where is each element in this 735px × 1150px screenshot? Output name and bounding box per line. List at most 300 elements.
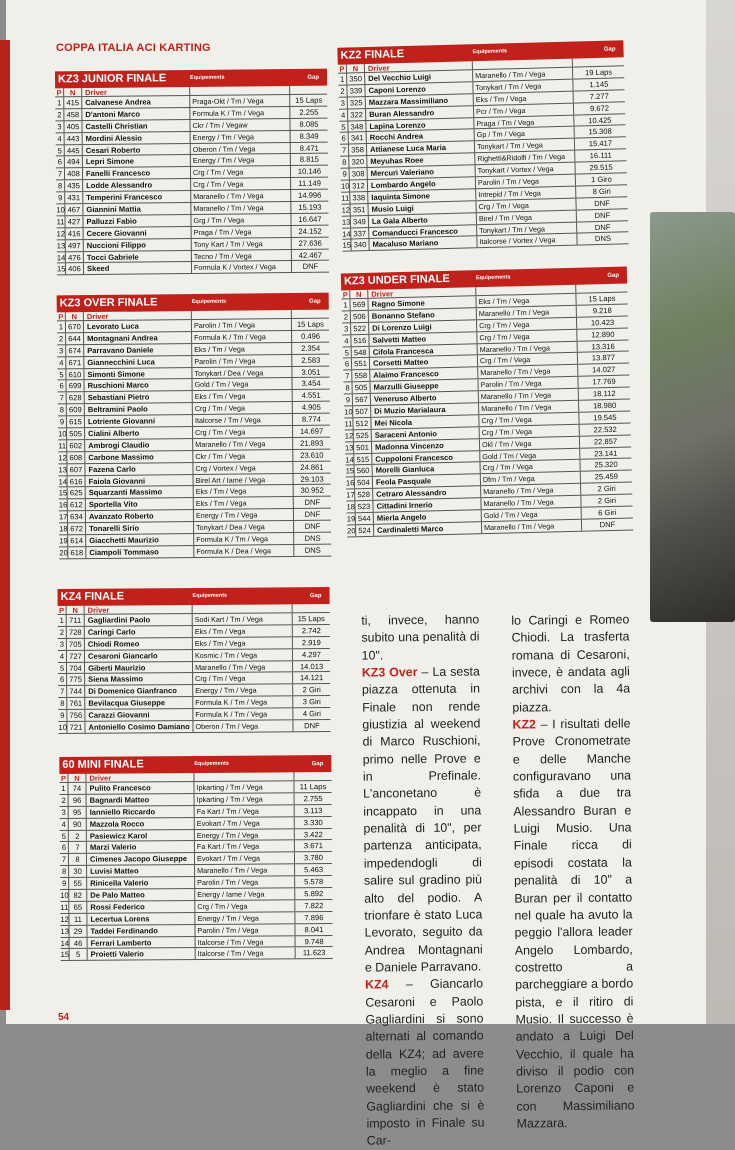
cell-gap: 5.463 [304, 865, 324, 875]
cell-gap: 17.769 [592, 377, 616, 387]
cell-number: 505 [67, 428, 85, 439]
cell-equipment: Maranello / Tm / Vega [191, 202, 291, 214]
cell-driver: Sebastiani Pietro [85, 391, 193, 403]
cell-number: 612 [68, 499, 86, 510]
cell-gap: 14.027 [592, 365, 616, 375]
cell-gap: 27.636 [298, 238, 322, 248]
cell-gap: 24.152 [298, 226, 322, 236]
cell-number: 625 [68, 488, 86, 499]
cell-number: 339 [347, 85, 365, 96]
table-row [61, 948, 333, 962]
cell-equipment: Maranello / Tm / Vega [478, 365, 578, 378]
cell-gap: 8 Giri [592, 186, 611, 197]
cell-number: 46 [70, 937, 88, 948]
cell-number: 671 [66, 357, 84, 368]
cell-position: 11 [58, 441, 67, 451]
cell-equipment: Formula K / Vortex / Vega [192, 261, 292, 273]
cell-gap: 13.877 [591, 353, 616, 363]
cell-equipment: Energy / Iame / Vega [195, 888, 295, 900]
gap-tag: Gap [607, 272, 620, 280]
cell-gap: DNS [594, 234, 612, 244]
cell-number: 325 [348, 97, 366, 108]
cell-position: 9 [58, 710, 67, 721]
cell-driver: Lapina Lorenzo [366, 118, 474, 132]
cell-equipment: Crg / Tm / Vega [193, 426, 293, 438]
cell-position: 5 [339, 121, 348, 132]
cell-number: 704 [67, 662, 85, 673]
section-header: COPPA ITALIA ACI KARTING [56, 42, 211, 54]
cell-equipment: Eks / Tm / Vega [194, 497, 294, 509]
cell-equipment: Energy / Tm / Vega [193, 685, 293, 697]
cell-driver: Saraceni Antonio [372, 427, 480, 441]
cell-position: 10 [60, 890, 69, 900]
cell-driver: Rossi Federico [87, 901, 195, 913]
cell-equipment: Evokart / Tm / Vega [195, 853, 295, 865]
cell-equipment: Tonykart / Vortex / Vega [475, 163, 575, 177]
cell-equipment: Formula K / Tm / Vega [192, 331, 292, 343]
cell-driver: Ciampoli Tommaso [86, 546, 194, 558]
cell-driver: Caringi Carlo [85, 626, 193, 638]
cell-driver: Giannecchini Luca [84, 356, 192, 368]
cell-position: 3 [342, 323, 351, 334]
cell-gap: 14.697 [299, 426, 324, 436]
cell-position: 14 [342, 229, 351, 239]
cell-position: 6 [340, 133, 349, 144]
cell-driver: Di Muzio Marialaura [371, 403, 479, 417]
cell-driver: Mierla Angelo [374, 510, 482, 524]
cell-position: 7 [58, 393, 67, 404]
cell-driver: Taddei Ferdinando [87, 925, 195, 937]
cell-gap: DNF [304, 498, 321, 508]
cell-driver: Fanelli Francesco [83, 167, 191, 179]
cell-driver: Cimenes Jacopo Giuseppe [87, 853, 195, 865]
cell-equipment: Praga / Tm / Vega [192, 226, 292, 238]
table-kz2 [337, 40, 628, 252]
cell-position: 3 [57, 345, 66, 356]
cell-driver: Meyuhas Roee [367, 153, 475, 167]
cell-driver: Fazena Carlo [85, 463, 193, 475]
col-header-n: N [347, 64, 365, 72]
cell-gap: 2 Giri [597, 496, 617, 506]
table-title-text: KZ4 FINALE [60, 590, 125, 603]
cell-equipment: Gp / Tm / Vega [475, 127, 575, 141]
cell-gap: 10.423 [590, 317, 615, 328]
article-para-kz4 [365, 976, 485, 1150]
cell-equipment: Birel / Tm / Vega [477, 210, 577, 224]
col-header-n: N [68, 774, 86, 782]
cell-equipment: Tonykart / Dea / Vega [194, 521, 294, 533]
cell-equipment: Crg / Tm / Vega [477, 318, 577, 331]
cell-equipment: Tonykart / Tm / Vega [477, 222, 577, 236]
cell-gap: 30.952 [300, 486, 324, 496]
cell-position: 17 [58, 512, 68, 522]
cell-driver: Alaimo Francesco [370, 368, 478, 382]
cell-driver: Marzulli Giuseppe [370, 379, 478, 393]
cell-gap: DNS [304, 545, 321, 555]
col-header-n: N [64, 88, 82, 96]
col-header-equipements [193, 604, 293, 613]
cell-number: 761 [67, 698, 85, 709]
cell-equipment: Ckr / Tm / Vegaw [190, 119, 290, 131]
page-number: 54 [58, 1012, 70, 1023]
cell-number: 558 [352, 370, 370, 381]
subhead-kz3over: KZ3 Over [361, 665, 418, 680]
col-header-n: N [66, 312, 84, 320]
cell-driver: Gagliardini Paolo [85, 614, 193, 626]
cell-number: 544 [356, 513, 374, 524]
cell-gap: 8.815 [299, 155, 319, 165]
cell-driver: Montagnani Andrea [84, 332, 192, 344]
cell-position: 12 [58, 453, 67, 463]
cell-driver: Ragno Simone [368, 296, 476, 310]
cell-gap: 7.896 [304, 912, 324, 923]
cell-position: 6 [343, 359, 352, 370]
cell-number: 607 [67, 464, 85, 475]
cell-driver: Ferrari Lamberto [88, 937, 196, 949]
cell-gap: 8.774 [301, 414, 321, 424]
cell-position: 2 [338, 85, 347, 96]
cell-gap: 24.861 [300, 462, 324, 472]
cell-driver: Cittadini Irnerio [373, 498, 481, 512]
cell-number: 416 [66, 228, 84, 239]
article-text-1c: – Giancarlo Cesaroni e Paolo Gagliardini si sono alternati al comando della KZ4; ad avere la meglio a fine weekend è stato Gagliardini che si è imposto in Finale su Car- [365, 976, 485, 1148]
cell-position: 13 [341, 217, 351, 227]
cell-gap: 3.671 [303, 841, 323, 851]
cell-equipment: Parolin / Tm / Vega [476, 175, 576, 189]
cell-gap: 22.532 [593, 424, 617, 435]
cell-driver: Castelli Christian [82, 120, 190, 132]
cell-number: 756 [67, 710, 85, 721]
cell-equipment: Energy / Tm / Vega [191, 131, 291, 143]
cell-gap: 15 Laps [588, 293, 616, 304]
cell-gap: 14.013 [299, 661, 324, 671]
cell-gap: 6 Giri [598, 507, 617, 518]
cell-position: 10 [340, 181, 350, 191]
cell-number: 501 [354, 442, 372, 453]
cell-number: 95 [69, 807, 87, 818]
cell-gap: 3 Giri [302, 697, 321, 707]
cell-gap: 25.459 [594, 472, 619, 482]
cell-driver: Nuccioni Filippo [84, 239, 192, 251]
cell-number: 727 [67, 650, 85, 661]
cell-position: 2 [342, 311, 351, 322]
cell-driver: Tonarelli Sirio [86, 522, 194, 534]
cell-equipment: Energy / Tm / Vega [195, 829, 295, 841]
cell-driver: Sportella Vito [86, 498, 194, 510]
cell-number: 358 [349, 144, 367, 155]
cell-driver: Cuppoloni Francesco [372, 451, 480, 465]
cell-position: 14 [56, 252, 66, 262]
cell-gap: 3.051 [301, 367, 321, 377]
table-title-text: KZ2 FINALE [340, 48, 405, 62]
cell-equipment: Dfm / Tm / Vega [481, 472, 581, 485]
cell-equipment: Maranello / Tm / Vega [477, 306, 577, 319]
col-header-driver: Driver [84, 311, 192, 320]
cell-driver: Carbone Massimo [85, 451, 193, 463]
cell-number: 5 [70, 949, 88, 960]
cell-number: 74 [68, 783, 86, 794]
cell-position: 16 [58, 500, 68, 510]
table-title [57, 587, 329, 606]
cell-position: 7 [60, 854, 69, 865]
cell-driver: Attianese Luca Maria [367, 142, 475, 156]
cell-equipment: Parolin / Tm / Vega [192, 355, 292, 367]
gap-tag: Gap [603, 46, 616, 53]
cell-driver: Feola Pasquale [373, 475, 481, 489]
cell-gap: 0.496 [301, 331, 321, 341]
table-title-text: KZ3 JUNIOR FINALE [57, 72, 167, 86]
cell-gap: 2 Giri [302, 685, 321, 695]
cell-equipment: Maranello / Tm / Vega [195, 865, 295, 877]
table-kz3-over [57, 293, 332, 560]
cell-number: 312 [350, 180, 368, 191]
page-edge-stripe [0, 40, 10, 1010]
cell-gap: 3.113 [303, 805, 323, 816]
cell-position: 17 [346, 490, 355, 500]
cell-driver: Rinicella Valerio [87, 877, 195, 889]
col-header-p: P [58, 606, 67, 614]
cell-equipment: Crg / Tm / Vega [476, 198, 576, 212]
cell-number: 705 [67, 639, 85, 650]
cell-driver: Skeed [84, 262, 192, 274]
col-header-p: P [59, 774, 68, 782]
cell-driver: Ambrogi Claudio [85, 439, 193, 451]
cell-driver: Avanzato Roberto [86, 510, 194, 522]
cell-number: 2 [69, 830, 87, 841]
cell-number: 567 [353, 394, 371, 405]
col-header-driver: Driver [85, 605, 193, 614]
cell-gap: 23.141 [594, 448, 618, 458]
cell-equipment: Maranello / Tm / Vega [193, 661, 293, 673]
cell-gap: DNF [304, 521, 321, 531]
cell-equipment: Crg / Tm / Vega [477, 329, 577, 342]
cell-number: 320 [349, 156, 367, 167]
cell-driver: Buran Alessandro [366, 106, 474, 120]
table-title-text: 60 MINI FINALE [62, 758, 144, 771]
cell-position: 5 [343, 347, 352, 358]
cell-position: 20 [59, 548, 68, 558]
cell-gap: 9.672 [589, 103, 610, 113]
cell-position: 1 [58, 615, 67, 626]
col-header-equipements [190, 86, 290, 95]
cell-gap: 9.218 [592, 305, 612, 316]
col-header-equipements [192, 310, 292, 319]
cell-driver: Cesaroni Giancarlo [85, 650, 193, 662]
cell-position: 13 [60, 926, 69, 936]
cell-equipment: Maranello / Tm / Vega [478, 341, 578, 354]
cell-number: 525 [354, 430, 372, 441]
cell-equipment: Energy / Tm / Vega [191, 154, 291, 166]
cell-gap: 5.892 [304, 889, 324, 899]
cell-equipment: Parolin / Tm / Vega [478, 377, 578, 390]
cell-gap: 3.330 [303, 817, 323, 827]
cell-position: 12 [56, 229, 66, 239]
cell-number: 405 [64, 121, 82, 132]
cell-position: 10 [58, 722, 67, 732]
cell-number: 431 [65, 192, 83, 203]
cell-position: 11 [56, 217, 65, 227]
cell-gap: 25.320 [594, 460, 618, 470]
cell-equipment: Energy / Tm / Vega [195, 912, 295, 924]
cell-driver: Lombardo Angelo [368, 177, 476, 191]
cell-driver: Antoniello Cosimo Damiano [85, 721, 193, 733]
cell-number: 728 [67, 627, 85, 638]
cell-number: 82 [69, 890, 87, 901]
gap-tag: Gap [307, 74, 320, 81]
cell-gap: 15 Laps [296, 319, 325, 329]
cell-driver: Mei Nicola [371, 415, 479, 429]
cell-gap: 13.316 [591, 341, 615, 351]
cell-number: 618 [68, 547, 86, 558]
cell-position: 5 [58, 662, 67, 673]
cell-position: 1 [59, 783, 68, 794]
cell-number: 497 [66, 240, 84, 251]
cell-equipment: Eks / Tm / Vega [474, 91, 574, 105]
cell-driver: Bagnardi Matteo [87, 794, 195, 806]
table-title [59, 755, 331, 774]
cell-gap: 14.996 [298, 190, 322, 201]
cell-position: 3 [55, 121, 64, 132]
cell-number: 512 [353, 418, 371, 429]
article-para-kz3over [362, 663, 483, 976]
cell-position: 11 [341, 193, 350, 203]
cell-driver: Proietti Valerio [88, 948, 196, 960]
cell-equipment: Gold / Tm / Vega [480, 448, 580, 461]
equipment-tag: Equipements [189, 74, 225, 82]
cell-number: 634 [68, 511, 86, 522]
cell-number: 504 [355, 477, 373, 488]
col-header-n: N [67, 606, 85, 614]
cell-equipment: Maranello / Tm / Vega [191, 190, 291, 202]
cell-position: 15 [58, 488, 68, 498]
cell-equipment: Crg / Tm / Vega [478, 353, 578, 366]
cell-equipment: Fa Kart / Tm / Vega [195, 841, 295, 853]
col-header-equipements [194, 772, 294, 781]
cell-gap: 18.980 [592, 400, 617, 411]
cell-equipment: Formula K / Tm / Vega [190, 107, 290, 119]
cell-position: 20 [346, 526, 356, 536]
cell-driver: Faiola Giovanni [86, 475, 194, 487]
cell-equipment: Grg / Tm / Vega [191, 214, 291, 226]
cell-number: 610 [66, 369, 84, 380]
cell-equipment: Parolin / Tm / Vega [192, 319, 292, 331]
cell-number: 674 [66, 345, 84, 356]
cell-position: 8 [343, 383, 352, 394]
cell-gap: 1.145 [589, 79, 609, 90]
cell-position: 8 [56, 181, 65, 192]
cell-position: 2 [57, 333, 66, 344]
subhead-kz2: KZ2 [512, 717, 536, 732]
cell-position: 10 [58, 429, 67, 439]
cell-driver: Carazzi Giovanni [85, 709, 193, 721]
cell-driver: Cetraro Alessandro [373, 486, 481, 500]
cell-equipment: Maranello / Tm / Vega [482, 520, 582, 533]
cell-number: 516 [351, 335, 369, 346]
cell-equipment: Tonykart / Tm / Vega [473, 80, 573, 94]
cell-number: 341 [349, 132, 367, 143]
cell-number: 628 [67, 392, 85, 403]
cell-gap: 2.742 [301, 626, 321, 636]
cell-number: 644 [66, 333, 84, 344]
cell-gap: 5.578 [304, 877, 324, 887]
cell-equipment: Crg / Tm / Vega [195, 900, 295, 912]
cell-driver: Madonna Vincenzo [372, 439, 480, 453]
cell-position: 8 [58, 405, 67, 416]
cell-position: 9 [58, 416, 67, 427]
cell-number: 351 [350, 204, 368, 215]
cell-driver: D'antoni Marco [82, 108, 190, 120]
cell-gap: 29.103 [300, 474, 324, 484]
cell-driver: Veneruso Alberto [371, 391, 479, 405]
cell-equipment: Crg / Tm / Vega [193, 673, 293, 685]
cell-equipment: Intrepid / Tm / Vega [476, 186, 576, 200]
subhead-kz4: KZ4 [365, 977, 389, 992]
cell-equipment: Energy / Tm / Vega [194, 509, 294, 521]
cell-driver: Lotriente Giovanni [85, 415, 193, 427]
cell-gap: 3.422 [303, 829, 323, 839]
cell-position: 9 [56, 192, 65, 203]
cell-position: 4 [339, 109, 348, 120]
cell-position: 19 [346, 514, 356, 524]
cell-gap: 18.112 [592, 388, 616, 399]
cell-position: 16 [345, 478, 355, 488]
gap-tag: Gap [309, 593, 322, 600]
cell-driver: Siena Massimo [85, 673, 193, 685]
cell-equipment: Tony Kart / Tm / Vega [192, 238, 292, 250]
cell-driver: Salvetti Matteo [369, 332, 477, 346]
cell-number: 415 [64, 97, 82, 108]
cell-number: 8 [69, 854, 87, 865]
cell-driver: Parravano Daniele [84, 344, 192, 356]
cell-driver: Cecere Giovanni [84, 227, 192, 239]
cell-position: 13 [58, 465, 67, 475]
cell-driver: Giberti Maurizio [85, 662, 193, 674]
cell-driver: Levorato Luca [84, 320, 192, 332]
cell-driver: Del Vecchio Luigi [365, 70, 473, 84]
cell-position: 9 [60, 878, 69, 889]
cell-position: 11 [60, 902, 69, 912]
cell-driver: Luvisi Matteo [87, 865, 195, 877]
kart-photo [650, 212, 735, 622]
cell-driver: Giannini Mattia [83, 203, 191, 215]
cell-number: 775 [67, 674, 85, 685]
cell-gap: 21.893 [300, 438, 324, 448]
cell-driver: Lecertua Lorens [87, 913, 195, 925]
cell-number: 7 [69, 842, 87, 853]
cell-position: 7 [343, 371, 352, 382]
cell-number: 308 [350, 168, 368, 179]
cell-number: 349 [351, 216, 369, 227]
cell-driver: Di Lorenzo Luigi [369, 320, 477, 334]
equipment-tag: Equipements [472, 48, 508, 56]
cell-driver: Palluzzi Fabio [83, 215, 191, 227]
cell-number: 602 [67, 440, 85, 451]
cell-gap: 3.780 [303, 853, 324, 863]
cell-number: 711 [67, 615, 85, 626]
cell-equipment: Birel Art / Iame / Vega [194, 474, 294, 486]
cell-position: 3 [339, 97, 348, 108]
cell-driver: Morelli Gianluca [373, 463, 481, 477]
cell-position: 6 [60, 842, 69, 853]
col-header-p: P [57, 312, 66, 320]
cell-gap: DNF [304, 721, 320, 731]
cell-number: 408 [65, 168, 83, 179]
cell-position: 15 [345, 466, 355, 476]
cell-equipment: Crg / Vortex / Vega [193, 462, 293, 474]
cell-number: 476 [66, 252, 84, 263]
cell-gap: 14.121 [299, 673, 324, 683]
cell-number: 467 [65, 204, 83, 215]
